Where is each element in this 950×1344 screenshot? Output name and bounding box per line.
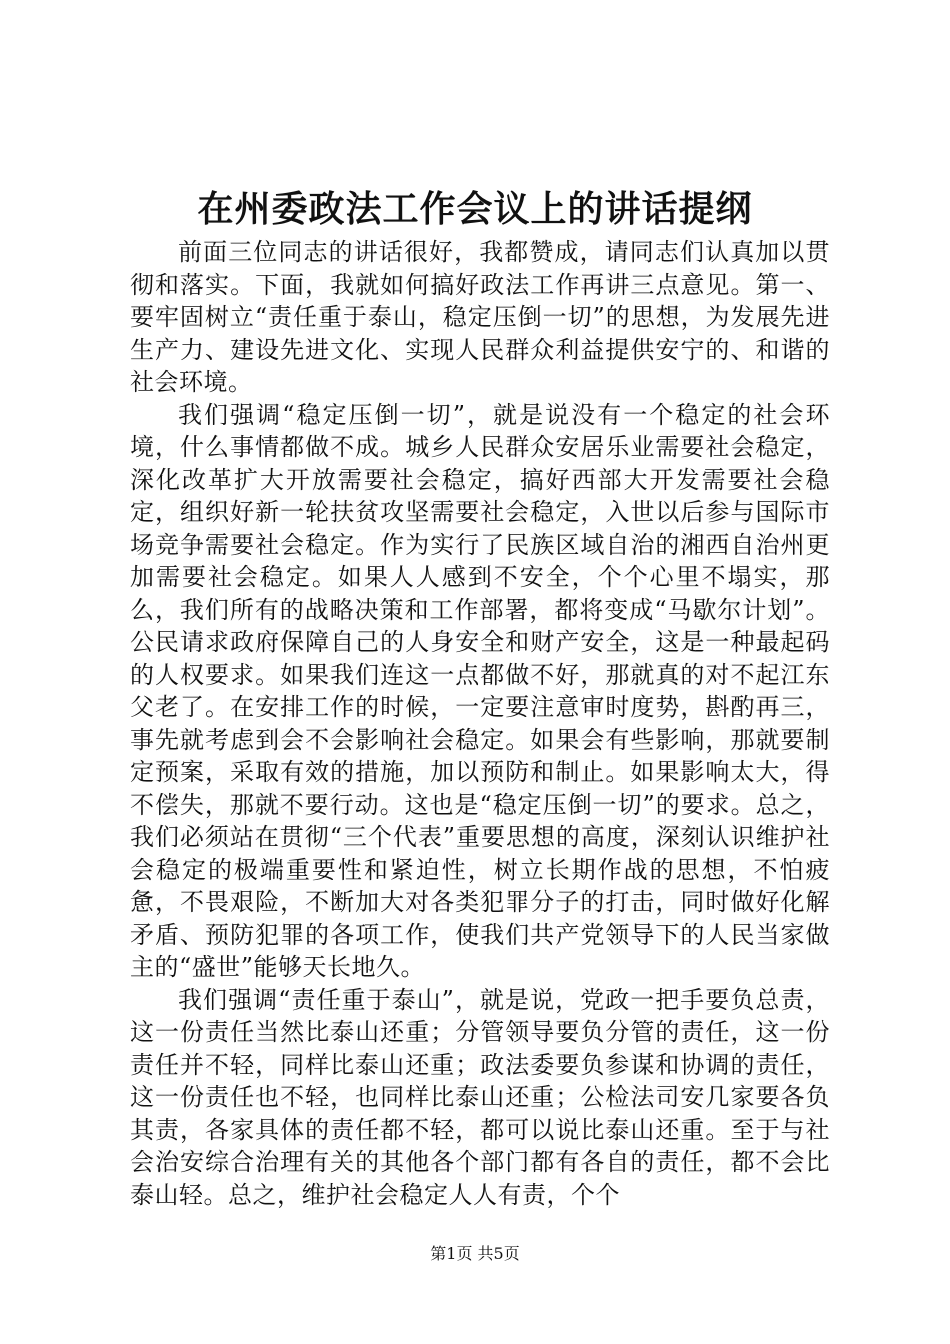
paragraph-1: 前面三位同志的讲话很好，我都赞成，请同志们认真加以贯彻和落实。下面，我就如何搞好政法工作再讲三点意见。第一、要牢固树立“责任重于泰山，稳定压倒一切”的思想，为发展先进生产力、建设先进文化、实现人民群众利益提供安宁的、和谐的社会环境。: [130, 238, 830, 396]
paragraph-3: 我们强调“责任重于泰山”，就是说，党政一把手要负总责，这一份责任当然比泰山还重；分管领导要负分管的责任，这一份责任并不轻，同样比泰山还重；政法委要负参谋和协调的责任，这一份责任也不轻，也同样比泰山还重；公检法司安几家要各负其责，各家具体的责任都不轻，都可以说比泰山还重。至于与社会治安综合治理有关的其他各个部门都有各自的责任，都不会比泰山轻。总之，维护社会稳定人人有责，个个: [130, 985, 830, 1209]
page-footer: 第1页 共5页: [430, 1244, 520, 1263]
paragraph-2: 我们强调“稳定压倒一切”，就是说没有一个稳定的社会环境，什么事情都做不成。城乡人民群众安居乐业需要社会稳定，深化改革扩大开放需要社会稳定，搞好西部大开发需要社会稳定，组织好新一轮扶贫攻坚需要社会稳定，入世以后参与国际市场竞争需要社会稳定。作为实行了民族区域自治的湘西自治州更加需要社会稳定。如果人人感到不安全，个个心里不塌实，那么，我们所有的战略决策和工作部署，都将变成“马歇尔计划”。公民请求政府保障自己的人身安全和财产安全，这是一种最起码的人权要求。如果我们连这一点都做不好，那就真的对不起江东父老了。在安排工作的时候，一定要注意审时度势，斟酌再三，事先就考虑到会不会影响社会稳定。如果会有些影响，那就要制定预案，采取有效的措施，加以预防和制止。如果影响太大，得不偿失，那就不要行动。这也是“稳定压倒一切”的要求。总之，我们必须站在贯彻“三个代表”重要思想的高度，深刻认识维护社会稳定的极端重要性和紧迫性，树立长期作战的思想，不怕疲惫，不畏艰险，不断加大对各类犯罪分子的打击，同时做好化解矛盾、预防犯罪的各项工作，使我们共产党领导下的人民当家做主的“盛世”能够天长地久。: [130, 400, 830, 981]
document-body: [130, 236, 830, 1211]
document-title: 在州委政法工作会议上的讲话提纲: [197, 188, 753, 230]
